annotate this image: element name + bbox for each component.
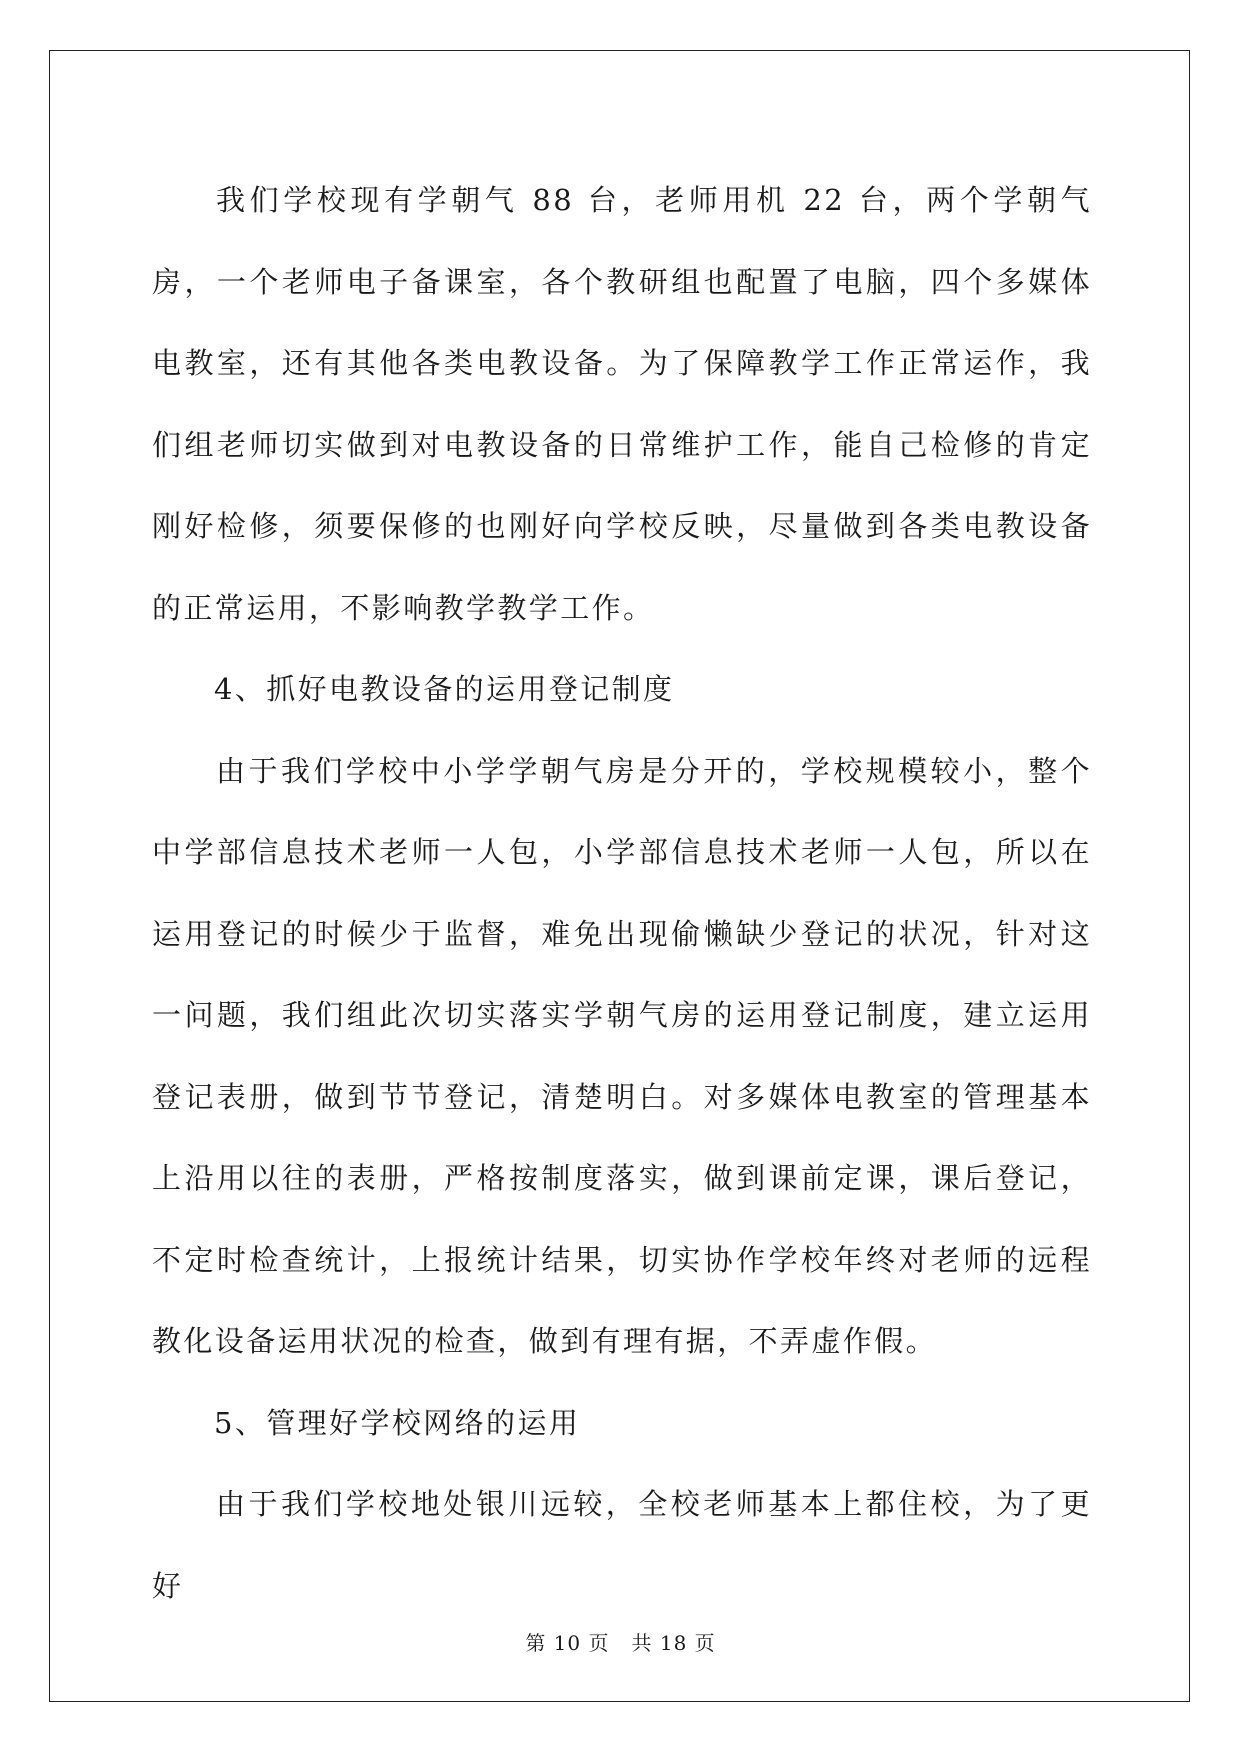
page-footer [0,1627,1241,1656]
paragraph-registration-system: 由于我们学校中小学学朝气房是分开的，学校规模较小，整个中学部信息技术老师一人包，小学部信息技术老师一人包，所以在运用登记的时候少于监督，难免出现偷懒缺少登记的状况，针对这一问题，我们组此次切实落实学朝气房的运用登记制度，建立运用登记表册，做到节节登记，清楚明白。对多媒体电教室的管理基本上沿用以往的表册，严格按制度落实，做到课前定课，课后登记，不定时检查统计，上报统计结果，切实协作学校年终对老师的远程教化设备运用状况的检查，做到有理有据，不弄虚作假。 [152,753,1092,1358]
page-number: 第 10 页 [525,1631,610,1655]
total-pages: 共 18 页 [631,1631,716,1655]
document-body [152,160,1092,1627]
paragraph-equipment-overview: 我们学校现有学朝气 88 台，老师用机 22 台，两个学朝气房，一个老师电子备课室，各个教研组也配置了电脑，四个多媒体电教室，还有其他各类电教设备。为了保障教学工作正常运作，我们组老师切实做到对电教设备的日常维护工作，能自己检修的肯定刚好检修，须要保修的也刚好向学校反映，尽量做到各类电教设备的正常运用，不影响教学教学工作。 [152,183,1092,625]
section-heading-5: 5、管理好学校网络的运用 [214,1405,581,1440]
section-heading-4: 4、抓好电教设备的运用登记制度 [214,672,675,706]
paragraph-network-usage: 由于我们学校地处银川远较，全校老师基本上都住校，为了更好 [152,1487,1092,1603]
